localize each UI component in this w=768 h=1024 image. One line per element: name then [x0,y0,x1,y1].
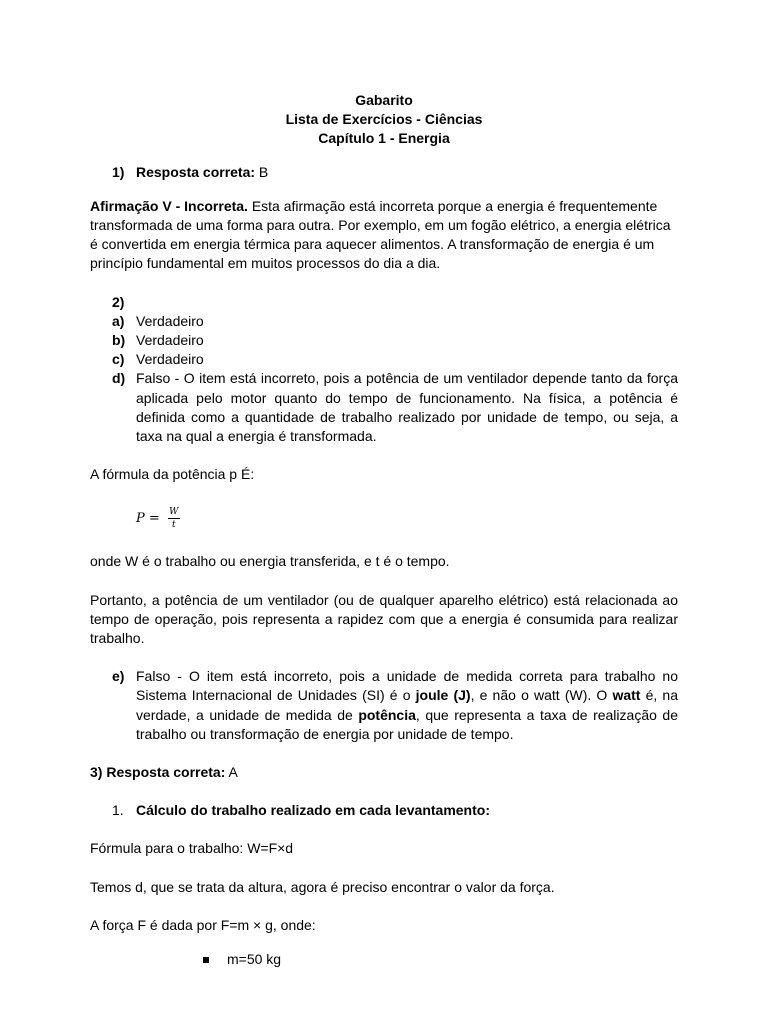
conclusion-paragraph: Portanto, a potência de um ventilador (ou de qualquer aparelho elétrico) está relacionada ao tempo de operação, pois representa a rapidez com que a energia é consumida para realizar trabalho. [90,591,678,647]
item-text: Falso - O item está incorreto, pois a potência de um ventilador depende tanto da força aplicada pelo motor quanto do tempo de funcionamento. Na física, a potência é definida como a quantidade de trabalho realizado por unidade de tempo, ou seja, a taxa na qual a energia é transformada. [136,370,678,445]
item-label: b) [112,332,126,349]
question-1-answer-value: B [255,163,269,180]
step-title: Cálculo do trabalho realizado em cada levantamento: [136,802,490,819]
step-number: 1. [112,802,124,819]
document-page [90,91,678,969]
fraction-bar [168,518,180,519]
question-2-list [90,293,678,447]
list-item [112,350,678,369]
distance-text: Temos d, que se trata da altura, agora é preciso encontrar o valor da força. [90,878,555,895]
power-formula [90,503,678,533]
question-3-label: 3) Resposta correta: [90,764,226,781]
question-3-answer [90,763,678,782]
document-header [90,91,678,149]
item-text: Falso - O item está incorreto, pois a unidade de medida correta para trabalho no Sistema Internacional de Unidades (SI) é o joule (J), e não o watt (W). O watt é, na verdade, a unidade de medida de potência, que representa a taxa de realização de trabalho ou transformação de energia por unidade de tempo. [136,668,679,742]
work-formula: Fórmula para o trabalho: W=F×d [90,840,294,857]
formula-intro: A fórmula da potência p É: [90,466,255,483]
header-subtitle: Lista de Exercícios - Ciências [285,111,483,128]
formula-lhs: P = [136,510,160,526]
item-text: Verdadeiro [136,312,204,329]
header-title: Gabarito [355,92,413,108]
item-label: d) [112,370,126,387]
header-chapter: Capítulo 1 - Energia [318,130,450,147]
formula-fraction [168,507,180,530]
item-label: a) [112,312,125,329]
item-label: c) [112,351,125,368]
list-item [112,312,678,331]
list-item [112,369,678,446]
bullet-text: m=50 kg [227,951,282,968]
bullet-item [90,950,678,969]
list-item [112,331,678,350]
question-2-number: 2) [112,293,125,310]
affirmation-label: Afirmação V - Incorreta. [90,197,248,214]
question-3-answer-value: A [225,764,238,781]
force-text: A força F é dada por F=m × g, onde: [90,916,316,933]
item-text: Verdadeiro [136,351,204,368]
square-bullet-icon [203,957,209,963]
question-2-item-e [90,667,678,744]
item-label: e) [112,668,125,685]
numbered-step [90,801,678,820]
question-1-answer [90,163,678,182]
formula-numerator: W [169,506,179,517]
formula-explanation: onde W é o trabalho ou energia transferida, e t é o tempo. [90,553,450,570]
question-1-label: Resposta correta: [136,163,256,180]
question-1-number: 1) [112,163,125,180]
affirmation-text: Esta afirmação está incorreta porque a energia é frequentemente transformada de uma forma para outra. Por exemplo, em um fogão elétrico, a energia elétrica é convertida em energia térmica para aquecer alimentos. A transformação de energia é um princípio fundamental em muitos processos do dia a dia. [90,197,671,272]
item-text: Verdadeiro [136,332,204,349]
formula-denominator: t [171,519,176,530]
question-1-explanation [90,197,678,274]
